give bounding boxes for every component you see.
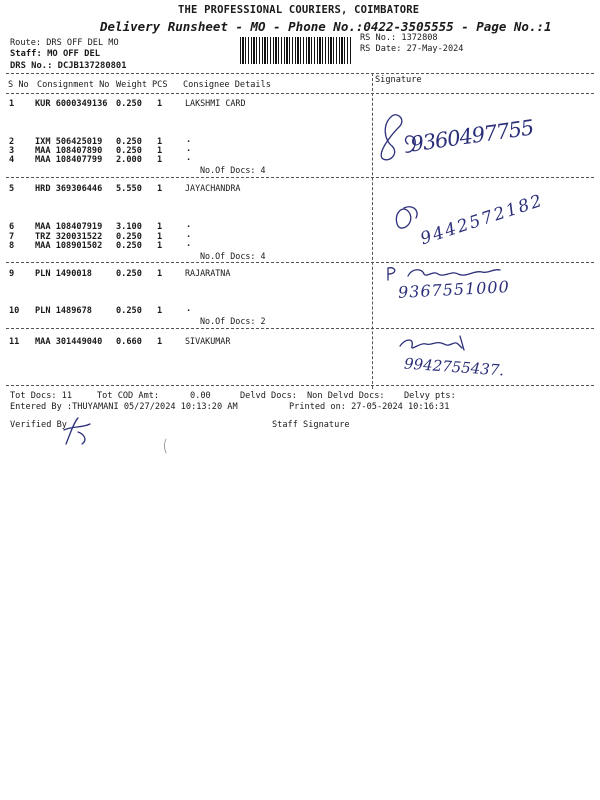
row-consignment-no: PLN 1490018 xyxy=(35,269,92,279)
signature-phone: 9942755437. xyxy=(403,354,505,380)
total-docs: Tot Docs: 11 xyxy=(10,391,73,401)
row-sno: 11 xyxy=(9,337,20,347)
rs-date: RS Date: 27-May-2024 xyxy=(360,44,464,54)
total-cod-label: Tot COD Amt: xyxy=(97,391,160,401)
company-name: THE PROFESSIONAL COURIERS, COIMBATORE xyxy=(178,4,420,16)
row-consignment-no: KUR 6000349136 xyxy=(35,99,108,109)
row-pcs: 1 xyxy=(157,222,163,232)
row-weight: 3.100 xyxy=(116,222,142,232)
row-weight: 0.250 xyxy=(116,232,142,242)
row-sno: 3 xyxy=(9,146,15,156)
table-bottom-rule xyxy=(6,385,594,386)
row-mark: . xyxy=(186,153,192,163)
col-header-signature: Signature xyxy=(375,75,422,85)
row-weight: 2.000 xyxy=(116,155,142,165)
row-consignment-no: MAA 108407919 xyxy=(35,222,103,232)
row-sno: 9 xyxy=(9,269,15,279)
row-weight: 0.250 xyxy=(116,241,142,251)
row-consignment-no: MAA 301449040 xyxy=(35,337,103,347)
row-weight: 5.550 xyxy=(116,184,142,194)
row-mark: . xyxy=(186,144,192,154)
row-weight: 0.660 xyxy=(116,337,142,347)
signature-phone: 9360497755 xyxy=(408,115,535,157)
col-header-consignee: Consignee Details xyxy=(183,80,271,90)
signature-phone: 9442572182 xyxy=(418,190,547,250)
total-cod-value: 0.00 xyxy=(190,391,211,401)
row-sno: 2 xyxy=(9,137,15,147)
printed-on: Printed on: 27-05-2024 10:16:31 xyxy=(289,402,450,412)
row-consignment-no: MAA 108407799 xyxy=(35,155,103,165)
row-pcs: 1 xyxy=(157,306,163,316)
no-of-docs: No.Of Docs: 2 xyxy=(200,316,266,326)
row-mark: . xyxy=(186,230,192,240)
consignee-name: JAYACHANDRA xyxy=(185,183,241,193)
row-consignment-no: MAA 108407890 xyxy=(35,146,103,156)
row-consignment-no: HRD 369306446 xyxy=(35,184,103,194)
row-weight: 0.250 xyxy=(116,99,142,109)
table-top-rule xyxy=(6,73,594,74)
col-header-sno: S No xyxy=(8,80,29,90)
route-label: Route: DRS OFF DEL MO xyxy=(10,38,119,48)
row-sno: 4 xyxy=(9,155,15,165)
table-header-rule xyxy=(6,93,594,94)
row-weight: 0.250 xyxy=(116,269,142,279)
row-pcs: 1 xyxy=(157,155,163,165)
group-separator xyxy=(6,177,594,178)
row-consignment-no: IXM 506425019 xyxy=(35,137,103,147)
row-pcs: 1 xyxy=(157,146,163,156)
verified-by-label: Verified By xyxy=(10,420,67,430)
row-pcs: 1 xyxy=(157,241,163,251)
consignee-name: RAJARATNA xyxy=(185,268,231,278)
row-sno: 1 xyxy=(9,99,15,109)
row-weight: 0.250 xyxy=(116,306,142,316)
stray-pen-mark xyxy=(162,438,170,454)
row-sno: 10 xyxy=(9,306,20,316)
col-header-weight: Weight xyxy=(116,80,148,90)
delivered-docs-label: Delvd Docs: xyxy=(240,391,297,401)
row-sno: 7 xyxy=(9,232,15,242)
drs-number: DRS No.: DCJB137280801 xyxy=(10,61,127,71)
col-header-pcs: PCS xyxy=(152,80,168,90)
row-pcs: 1 xyxy=(157,184,163,194)
consignee-name: LAKSHMI CARD xyxy=(185,98,246,108)
consignee-name: SIVAKUMAR xyxy=(185,336,231,346)
row-pcs: 1 xyxy=(157,137,163,147)
delivery-points-label: Delvy pts: xyxy=(404,391,456,401)
row-mark: . xyxy=(186,135,192,145)
row-weight: 0.250 xyxy=(116,146,142,156)
row-pcs: 1 xyxy=(157,269,163,279)
rs-number: RS No.: 1372808 xyxy=(360,33,438,43)
row-consignment-no: MAA 108901502 xyxy=(35,241,103,251)
staff-signature-label: Staff Signature xyxy=(272,420,350,430)
verifier-signature xyxy=(60,414,100,448)
row-sno: 6 xyxy=(9,222,15,232)
table-column-divider xyxy=(372,73,373,389)
no-of-docs: No.Of Docs: 4 xyxy=(200,251,266,261)
row-pcs: 1 xyxy=(157,99,163,109)
entered-by: Entered By :THUYAMANI 05/27/2024 10:13:20 AM xyxy=(10,402,238,412)
runsheet-title: Delivery Runsheet - MO - Phone No.:0422-3505555 - Page No.:1 xyxy=(100,19,552,34)
barcode-image xyxy=(240,37,352,64)
non-delivered-docs-label: Non Delvd Docs: xyxy=(307,391,385,401)
no-of-docs: No.Of Docs: 4 xyxy=(200,165,266,175)
row-consignment-no: PLN 1489678 xyxy=(35,306,92,316)
row-sno: 8 xyxy=(9,241,15,251)
signature-phone: 9367551000 xyxy=(397,277,511,302)
col-header-consignment: Consignment No xyxy=(37,80,110,90)
row-pcs: 1 xyxy=(157,232,163,242)
staff-label: Staff: MO OFF DEL xyxy=(10,49,101,59)
row-mark: . xyxy=(186,239,192,249)
row-mark: . xyxy=(186,220,192,230)
row-sno: 5 xyxy=(9,184,15,194)
row-consignment-no: TRZ 320031522 xyxy=(35,232,103,242)
row-pcs: 1 xyxy=(157,337,163,347)
row-mark: . xyxy=(186,304,192,314)
row-weight: 0.250 xyxy=(116,137,142,147)
group-separator xyxy=(6,328,594,329)
